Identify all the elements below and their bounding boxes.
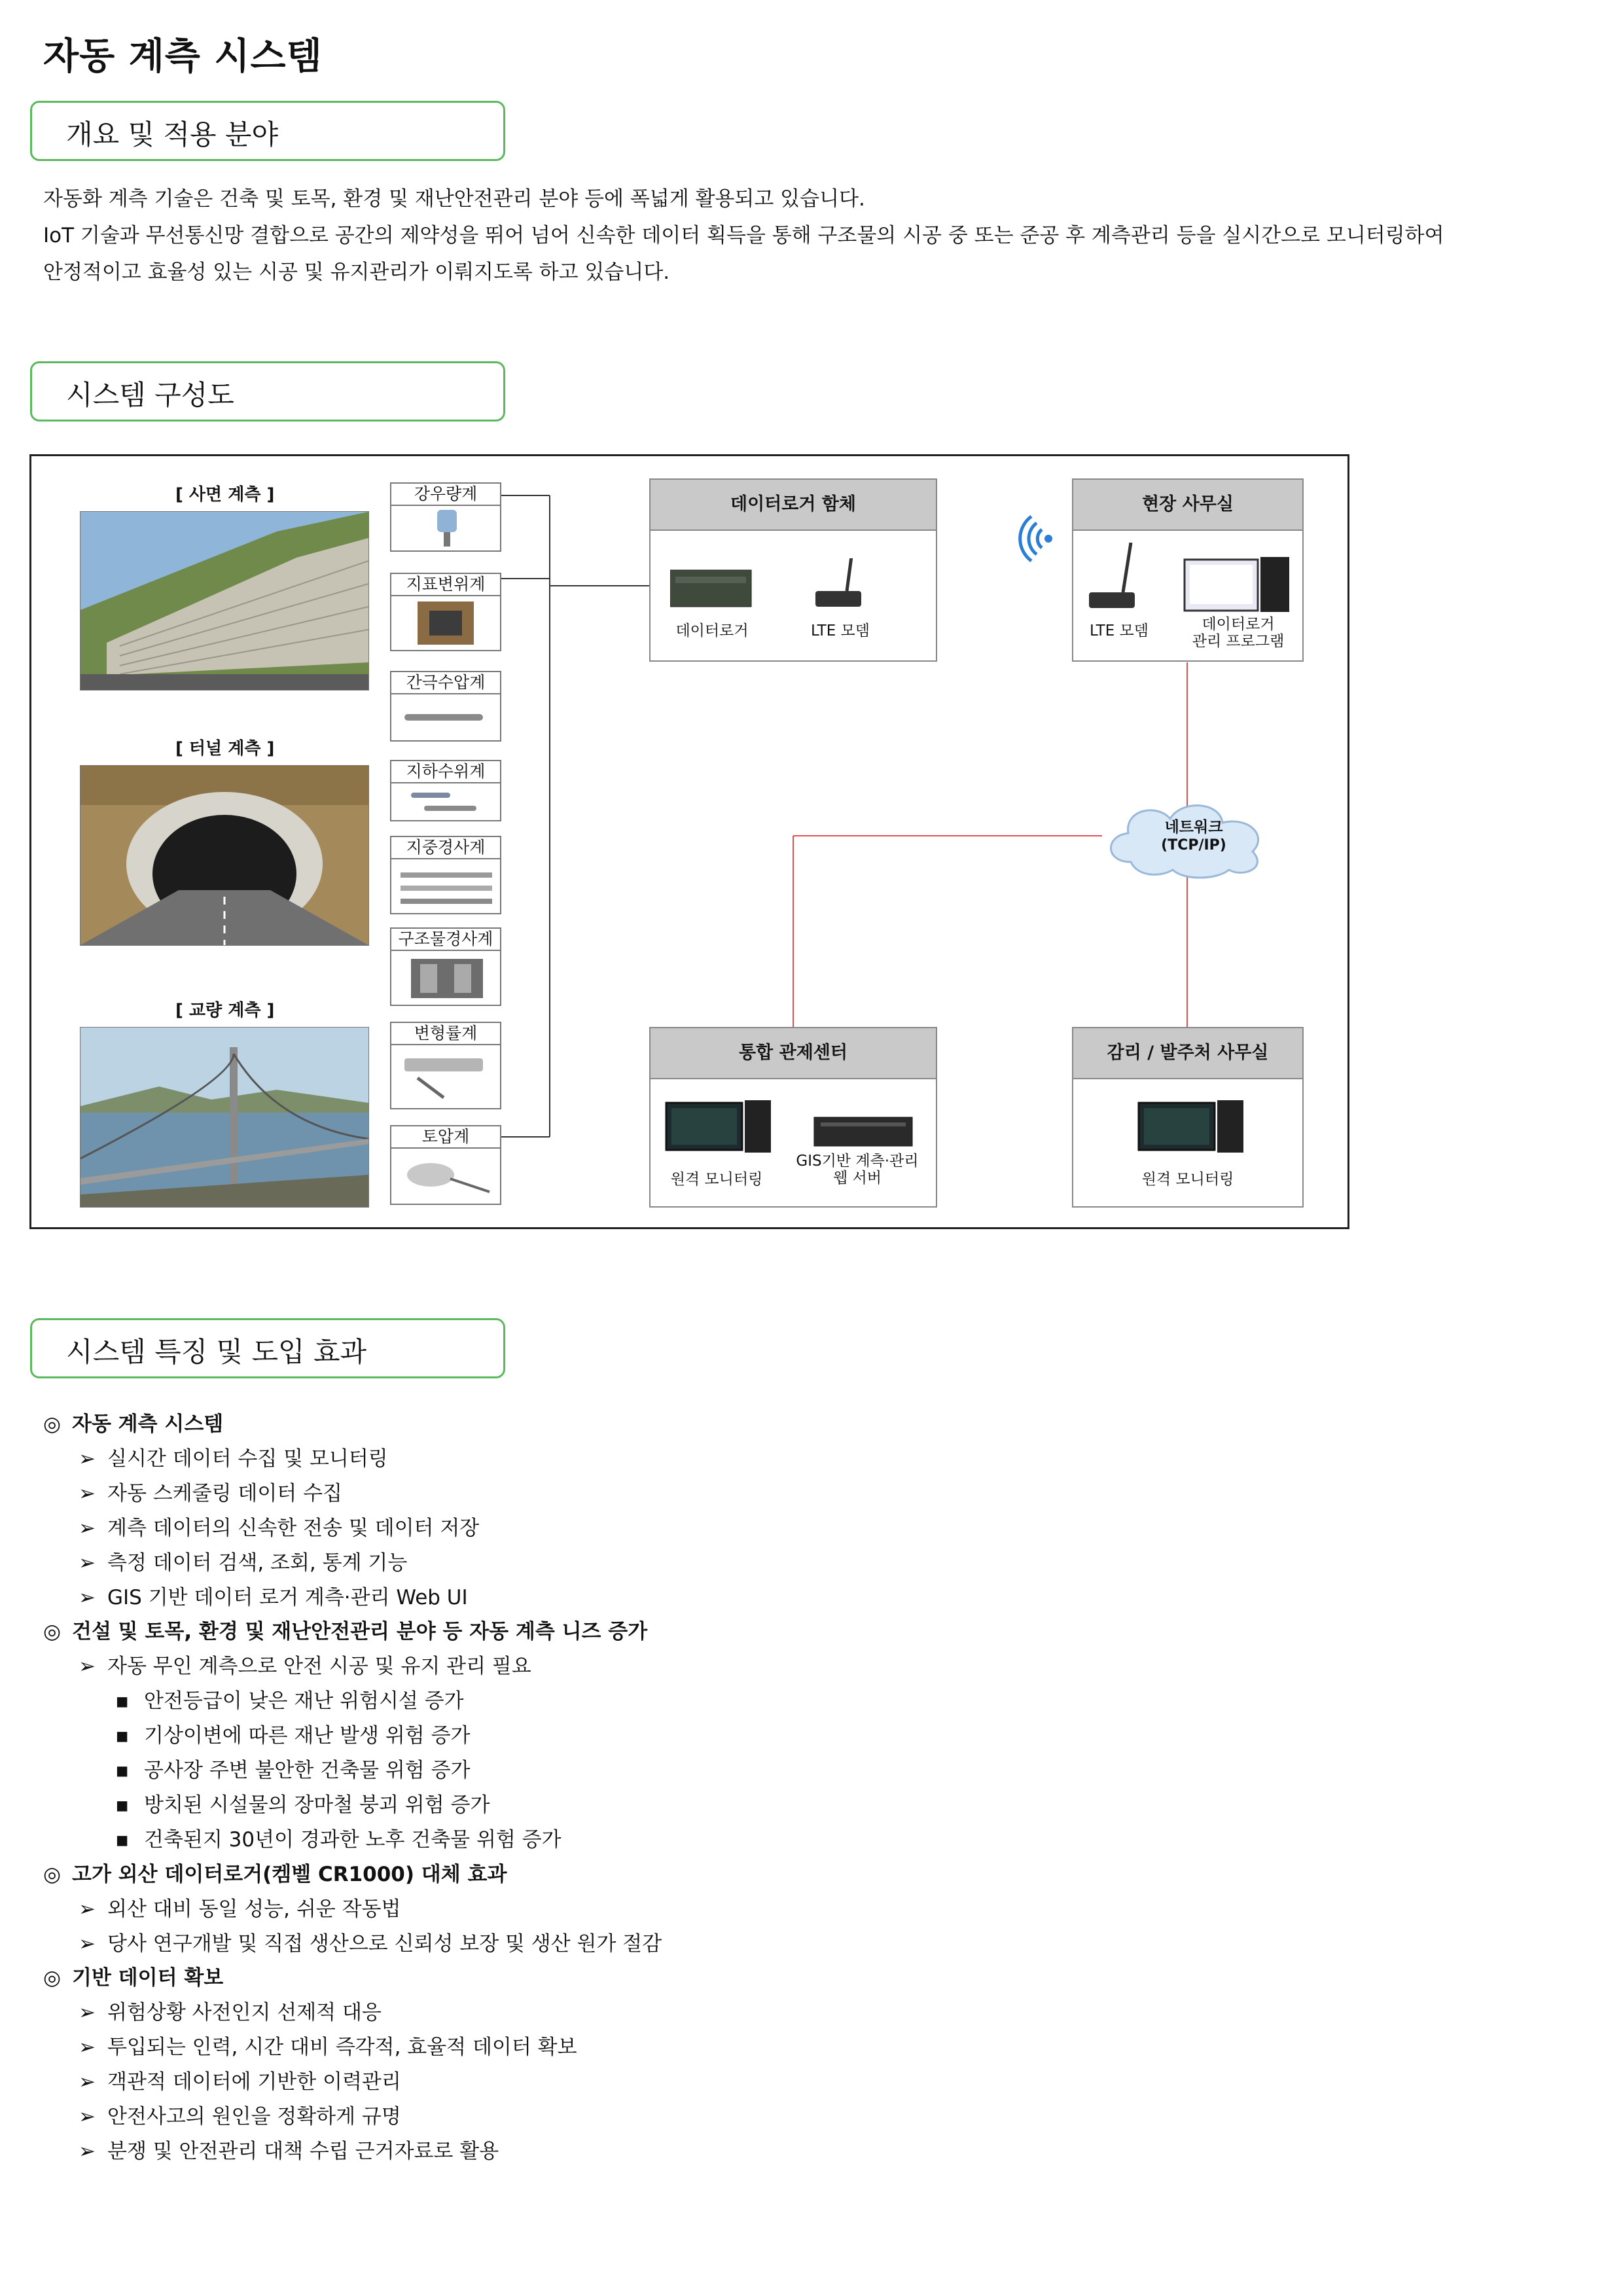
feature-item — [43, 2065, 401, 2094]
feature-subitem — [43, 1753, 470, 1783]
feature-text: 건축된지 30년이 경과한 노후 건축물 위험 증가 — [144, 1828, 562, 1852]
section-header-diagram — [30, 361, 505, 422]
feature-item — [43, 2100, 401, 2129]
feature-text: 방치된 시설물의 장마철 붕괴 위험 증가 — [144, 1793, 490, 1817]
overview-line: 안정적이고 효율성 있는 시공 및 유지관리가 이뤄지도록 하고 있습니다. — [43, 260, 670, 284]
network-protocol: (TCP/IP) — [1161, 837, 1226, 853]
program-caption-line2: 관리 프로그램 — [1192, 633, 1285, 650]
network-label: 네트워크 — [1164, 819, 1223, 836]
client-office-panel — [1072, 1027, 1304, 1208]
slope-photo — [80, 511, 369, 691]
panel-title: 현장 사무실 — [1073, 480, 1302, 531]
feature-text: 자동 계측 시스템 — [72, 1412, 224, 1436]
sensor-label: 지표변위계 — [390, 573, 501, 596]
site-office-devices — [1082, 543, 1298, 615]
panel-title: 통합 관제센터 — [651, 1028, 936, 1079]
arrow-bullet-icon: ➢ — [79, 2105, 96, 2128]
feature-item — [43, 1511, 479, 1541]
sensor-label: 토압계 — [390, 1125, 501, 1149]
arrow-bullet-icon: ➢ — [79, 1932, 96, 1956]
arrow-bullet-icon: ➢ — [79, 1551, 96, 1575]
inclinometer-image — [390, 858, 501, 914]
feature-item — [43, 1892, 401, 1922]
site-label-tunnel: [ 터널 계측 ] — [175, 739, 275, 759]
arrow-bullet-icon: ➢ — [79, 1447, 96, 1471]
square-bullet-icon: ▪ — [115, 1689, 130, 1713]
feature-item — [43, 1996, 382, 2025]
site-label-bridge: [ 교량 계측 ] — [175, 1001, 275, 1020]
feature-text: 고가 외산 데이터로거(켐벨 CR1000) 대체 효과 — [72, 1863, 507, 1886]
rain-gauge-image — [390, 505, 501, 552]
feature-text: 분쟁 및 안전관리 대책 수립 근거자료로 활용 — [107, 2140, 499, 2163]
section-title: 시스템 구성도 — [66, 379, 234, 411]
surface-displacement-image — [390, 595, 501, 651]
feature-item — [43, 1442, 388, 1471]
arrow-bullet-icon: ➢ — [79, 1655, 96, 1678]
feature-text: 투입되는 인력, 시간 대비 즉각적, 효율적 데이터 확보 — [107, 2036, 577, 2059]
arrow-bullet-icon: ➢ — [79, 1516, 96, 1540]
feature-text: 안전등급이 낮은 재난 위험시설 증가 — [144, 1689, 464, 1713]
modem-caption: LTE 모뎀 — [1090, 622, 1149, 639]
feature-text: 실시간 데이터 수집 및 모니터링 — [107, 1447, 388, 1471]
program-caption-line1: 데이터로거 — [1202, 616, 1275, 633]
page-title: 자동 계측 시스템 — [43, 35, 323, 78]
arrow-bullet-icon: ➢ — [79, 2001, 96, 2024]
client-office-devices — [1136, 1091, 1247, 1157]
feature-text: 객관적 데이터에 기반한 이력관리 — [107, 2070, 401, 2094]
datalogger-enclosure-panel — [649, 478, 937, 662]
square-bullet-icon: ▪ — [115, 1793, 130, 1817]
feature-text: 자동 스케줄링 데이터 수집 — [107, 1482, 342, 1505]
logger-devices — [670, 558, 919, 617]
piezometer-image — [390, 693, 501, 742]
feature-subitem — [43, 1823, 562, 1852]
feature-text: 위험상황 사전인지 선제적 대응 — [107, 2001, 382, 2024]
arrow-bullet-icon: ➢ — [79, 1897, 96, 1921]
feature-text: GIS 기반 데이터 로거 계측·관리 Web UI — [107, 1586, 468, 1609]
panel-title: 데이터로거 함체 — [651, 480, 936, 531]
feature-heading — [43, 1615, 647, 1644]
arrow-bullet-icon: ➢ — [79, 1482, 96, 1505]
sensor-label: 지하수위계 — [390, 760, 501, 783]
site-label-slope: [ 사면 계측 ] — [175, 485, 275, 505]
feature-text: 공사장 주변 불안한 건축물 위험 증가 — [144, 1759, 471, 1782]
arrow-bullet-icon: ➢ — [79, 1586, 96, 1609]
logger-caption: 데이터로거 — [675, 622, 749, 639]
feature-item — [43, 1649, 531, 1679]
feature-item — [43, 2134, 499, 2164]
feature-heading — [43, 1407, 223, 1437]
circle-bullet-icon: ◎ — [43, 1966, 62, 1990]
overview-line: IoT 기술과 무선통신망 결합으로 공간의 제약성을 뛰어 넘어 신속한 데이터 획득을 통해 구조물의 시공 중 또는 준공 후 계측관리 등을 실시간으로 모니터링하여 — [43, 224, 1444, 247]
feature-item — [43, 1581, 468, 1610]
feature-text: 측정 데이터 검색, 조회, 통계 기능 — [107, 1551, 408, 1575]
modem-caption: LTE 모뎀 — [811, 622, 870, 639]
feature-heading — [43, 1961, 223, 1990]
site-office-panel — [1072, 478, 1304, 662]
section-header-overview — [30, 101, 505, 161]
feature-text: 당사 연구개발 및 직접 생산으로 신뢰성 보장 및 생산 원가 절감 — [107, 1932, 662, 1956]
section-header-features — [30, 1318, 505, 1378]
overview-line: 자동화 계측 기술은 건축 및 토목, 환경 및 재난안전관리 분야 등에 폭넓게 활용되고 있습니다. — [43, 187, 865, 211]
feature-text: 안전사고의 원인을 정확하게 규명 — [107, 2105, 401, 2128]
feature-item — [43, 1477, 342, 1506]
feature-text: 기반 데이터 확보 — [72, 1966, 224, 1990]
square-bullet-icon: ▪ — [115, 1759, 130, 1782]
arrow-bullet-icon: ➢ — [79, 2036, 96, 2059]
feature-text: 외산 대비 동일 성능, 쉬운 작동법 — [107, 1897, 401, 1921]
feature-text: 자동 무인 계측으로 안전 시공 및 유지 관리 필요 — [107, 1655, 531, 1678]
feature-subitem — [43, 1684, 464, 1713]
sensor-label: 강우량계 — [390, 482, 501, 506]
feature-item — [43, 1546, 407, 1575]
tiltmeter-image — [390, 950, 501, 1006]
section-title: 개요 및 적용 분야 — [66, 118, 279, 151]
section-title: 시스템 특징 및 도입 효과 — [66, 1336, 367, 1368]
server-caption-line1: GIS기반 계측·관리 — [796, 1153, 919, 1170]
server-caption-line2: 웹 서버 — [833, 1170, 882, 1187]
arrow-bullet-icon: ➢ — [79, 2070, 96, 2094]
control-center-devices — [664, 1091, 925, 1157]
feature-subitem — [43, 1719, 470, 1748]
tunnel-photo — [80, 765, 369, 946]
feature-item — [43, 2030, 577, 2060]
square-bullet-icon: ▪ — [115, 1724, 130, 1748]
feature-subitem — [43, 1788, 490, 1818]
circle-bullet-icon: ◎ — [43, 1620, 62, 1643]
strain-gauge-image — [390, 1044, 501, 1109]
sensor-label: 간극수압계 — [390, 671, 501, 694]
bridge-photo — [80, 1027, 369, 1208]
feature-text: 기상이변에 따른 재난 발생 위험 증가 — [144, 1724, 471, 1748]
control-center-panel — [649, 1027, 937, 1208]
arrow-bullet-icon: ➢ — [79, 2140, 96, 2163]
sensor-label: 구조물경사계 — [390, 927, 501, 951]
system-diagram — [29, 454, 1349, 1229]
feature-item — [43, 1927, 662, 1956]
monitor-caption: 원격 모니터링 — [1141, 1171, 1234, 1188]
earth-pressure-image — [390, 1147, 501, 1205]
monitor-caption: 원격 모니터링 — [670, 1171, 763, 1188]
water-level-image — [390, 782, 501, 821]
square-bullet-icon: ▪ — [115, 1828, 130, 1852]
feature-text: 건설 및 토목, 환경 및 재난안전관리 분야 등 자동 계측 니즈 증가 — [72, 1620, 648, 1643]
sensor-label: 지중경사계 — [390, 836, 501, 859]
sensor-label: 변형률계 — [390, 1022, 501, 1045]
panel-title: 감리 / 발주처 사무실 — [1073, 1028, 1302, 1079]
feature-text: 계측 데이터의 신속한 전송 및 데이터 저장 — [107, 1516, 480, 1540]
circle-bullet-icon: ◎ — [43, 1863, 62, 1886]
feature-heading — [43, 1857, 507, 1887]
circle-bullet-icon: ◎ — [43, 1412, 62, 1436]
